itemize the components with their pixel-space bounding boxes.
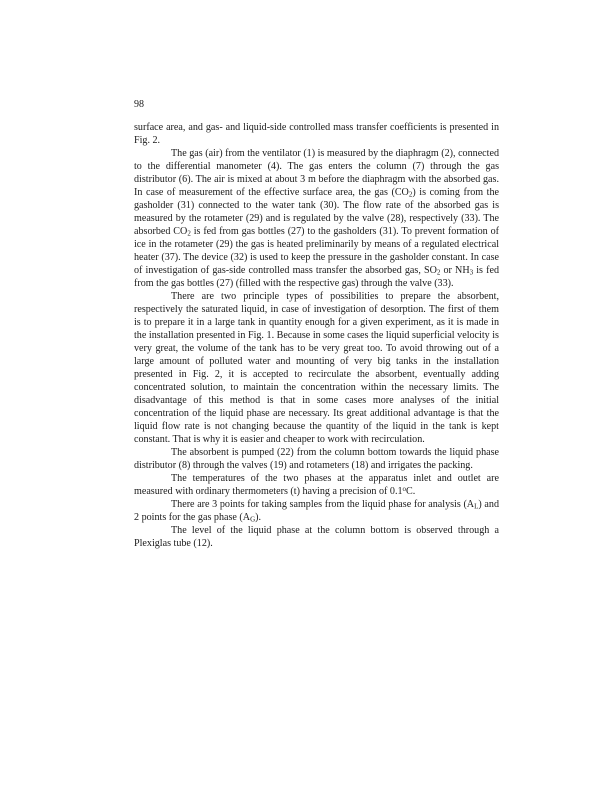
text-run: or NH xyxy=(440,265,470,276)
text-run: is fed from gas bottles (27) to the gasholders (31). To prevent formation of ice in the rotameter (29) the gas is heated preliminarily by means of a regulated electrical heater (37). The device (32) is used to keep the pressure in the gasholder constant. In case of investigation of gas-side controlled mass transfer the absorbed gas, SO xyxy=(134,226,499,276)
subscript: 2 xyxy=(436,268,441,277)
paragraph xyxy=(134,472,499,498)
paragraph xyxy=(134,147,499,290)
paragraph xyxy=(134,524,499,550)
page-number: 98 xyxy=(134,99,144,110)
text-run: The level of the liquid phase at the column bottom is observed through a Plexiglas tube (12). xyxy=(134,525,499,549)
text-run: ). xyxy=(255,512,262,523)
text-run: surface area, and gas- and liquid-side controlled mass transfer coefficients is presented in Fig. 2. xyxy=(134,122,499,146)
paragraph xyxy=(134,290,499,446)
text-run: The gas (air) from the ventilator (1) is measured by the diaphragm (2), connected to the differential manometer (4). The gas enters the column (7) through the gas distributor (6). The air is mixed at about 3 m before the diaphragm with the absorbed gas. In case of measurement of the effective surface area, the gas (CO xyxy=(134,148,499,198)
text-run: The temperatures of the two phases at the apparatus inlet and outlet are measured with ordinary thermometers (t) having a precision of 0.1 xyxy=(134,473,499,497)
text-run: ) is coming from the gasholder (31) connected to the water tank (30). The flow rate of the absorbed gas is measured by the rotameter (29) and is regulated by the valve (28), respectively (33). The absorbed CO xyxy=(134,187,499,237)
paragraph xyxy=(134,498,499,524)
subscript: 2 xyxy=(408,190,413,199)
subscript: L xyxy=(474,502,479,511)
text-run: ) and 2 points for the gas phase (A xyxy=(134,499,499,523)
superscript: o xyxy=(402,485,407,493)
subscript: 3 xyxy=(469,268,474,277)
text-run: C. xyxy=(406,486,416,497)
paragraph xyxy=(134,446,499,472)
body-text xyxy=(134,121,499,550)
text-run: There are 3 points for taking samples from the liquid phase for analysis (A xyxy=(171,499,475,510)
text-run: There are two principle types of possibilities to prepare the absorbent, respectively the saturated liquid, in case of investigation of desorption. The first of them is to prepare it in a large tank in quantity enough for a given experiment, as it is made in the installation presented in Fig. 1. Because in some cases the liquid superficial velocity is very great, the volume of the tank has to be very great too. To avoid throwing out of a large amount of polluted water and mounting of very big tanks in the installation presented in Fig. 2, it is accepted to recirculate the absorbent, eventually adding concentrated solution, to maintain the concentration within the necessary limits. The disadvantage of this method is that in some cases more analyses of the initial concentration of the liquid phase are necessary. Its great additional advantage is that the liquid flow rate is not changing because the quantity of the liquid in the tank is kept constant. That is why it is easier and cheaper to work with recirculation. xyxy=(134,291,499,445)
subscript: 2 xyxy=(187,229,191,238)
text-run: The absorbent is pumped (22) from the column bottom towards the liquid phase distributor (8) through the valves (19) and rotameters (18) and irrigates the packing. xyxy=(134,447,499,471)
text-run: is fed from the gas bottles (27) (filled with the respective gas) through the valve (33). xyxy=(134,265,499,289)
paragraph xyxy=(134,121,499,147)
subscript: G xyxy=(250,515,256,524)
